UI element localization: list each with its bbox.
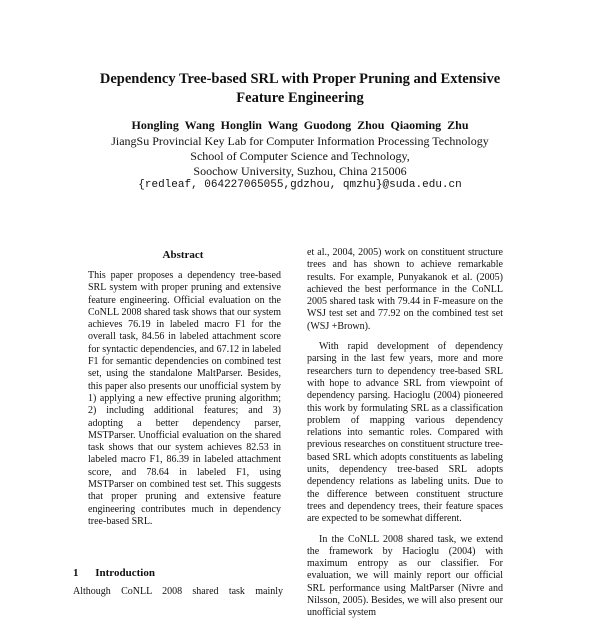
section-heading-introduction xyxy=(73,567,155,579)
author-list: Hongling Wang Honglin Wang Guodong Zhou Qiaoming Zhu xyxy=(131,118,469,132)
section-number: 1 xyxy=(73,567,79,579)
right-paragraph-2: With rapid development of dependency parsing in the last few years, more and more researchers turn to dependency tree-based SRL with hope to advance SRL from viewpoint of dependency parsing. Hacioglu (2004) pioneered this work by formulating SRL as a classification problem of mapping various dependency relations into semantic roles. Compared with previous researches on constituent structure tree-based SRL which adopts constituents as labeling units, dependency tree-based SRL adopts dependency relations as labeling units. Due to the difference between constituent structure trees and dependency trees, their feature spaces are expected to be somewhat different. xyxy=(307,341,503,525)
title-line-1: Dependency Tree-based SRL with Proper Pruning and Extensive xyxy=(99,71,501,87)
affiliation-line-2: School of Computer Science and Technology, xyxy=(190,149,410,163)
introduction-text: Although CoNLL 2008 shared task mainly xyxy=(73,586,283,597)
right-paragraph-1: et al., 2004, 2005) work on constituent structure trees and has shown to achieve remarkable results. For example, Punyakanok et al. (2005) achieved the best performance in the CoNLL 2005 shared task with 79.44 in F-measure on the WSJ test set and 77.92 on the combined test set (WSJ +Brown). xyxy=(307,247,503,332)
section-title: Introduction xyxy=(95,567,155,579)
abstract-heading: Abstract xyxy=(162,249,204,261)
abstract-text: This paper proposes a dependency tree-based SRL system with proper pruning and extensive feature engineering. Official evaluation on the CoNLL 2008 shared task shows that our system achieves 76.19 in labeled macro F1 for the overall task, 84.56 in labeled attachment score for syntactic dependencies, and 67.12 in labeled F1 for semantic dependencies on combined test set, using the standalone MaltParser. Besides, this paper also presents our unofficial system by 1) applying a new effective pruning algorithm; 2) including additional features; and 3) adopting a better dependency parser, MSTParser. Unofficial evaluation on the shared task shows that our system achieves 82.53 in labeled macro F1, 86.39 in labeled attachment score, and 78.64 in labeled F1, using MSTParser on combined test set. This suggests that proper pruning and extensive feature engineering contributes much in dependency tree-based SRL. xyxy=(88,270,281,527)
affiliation-line-3: Soochow University, Suzhou, China 215006 xyxy=(193,164,407,178)
abstract-body xyxy=(88,270,281,528)
paper-title xyxy=(60,70,540,108)
title-line-2: Feature Engineering xyxy=(236,90,364,106)
author-emails: {redleaf, 064227065055,gdzhou, qmzhu}@suda.edu.cn xyxy=(138,179,462,191)
right-column xyxy=(307,247,503,620)
right-paragraph-3: In the CoNLL 2008 shared task, we extend the framework by Hacioglu (2004) with maximum entropy as our classifier. For evaluation, we will mainly report our official SRL performance using MaltParser (Nivre and Nilsson, 2005). Besides, we will also present our unofficial system xyxy=(307,533,503,619)
affiliation-line-1: JiangSu Provincial Key Lab for Computer Information Processing Technology xyxy=(111,134,489,148)
